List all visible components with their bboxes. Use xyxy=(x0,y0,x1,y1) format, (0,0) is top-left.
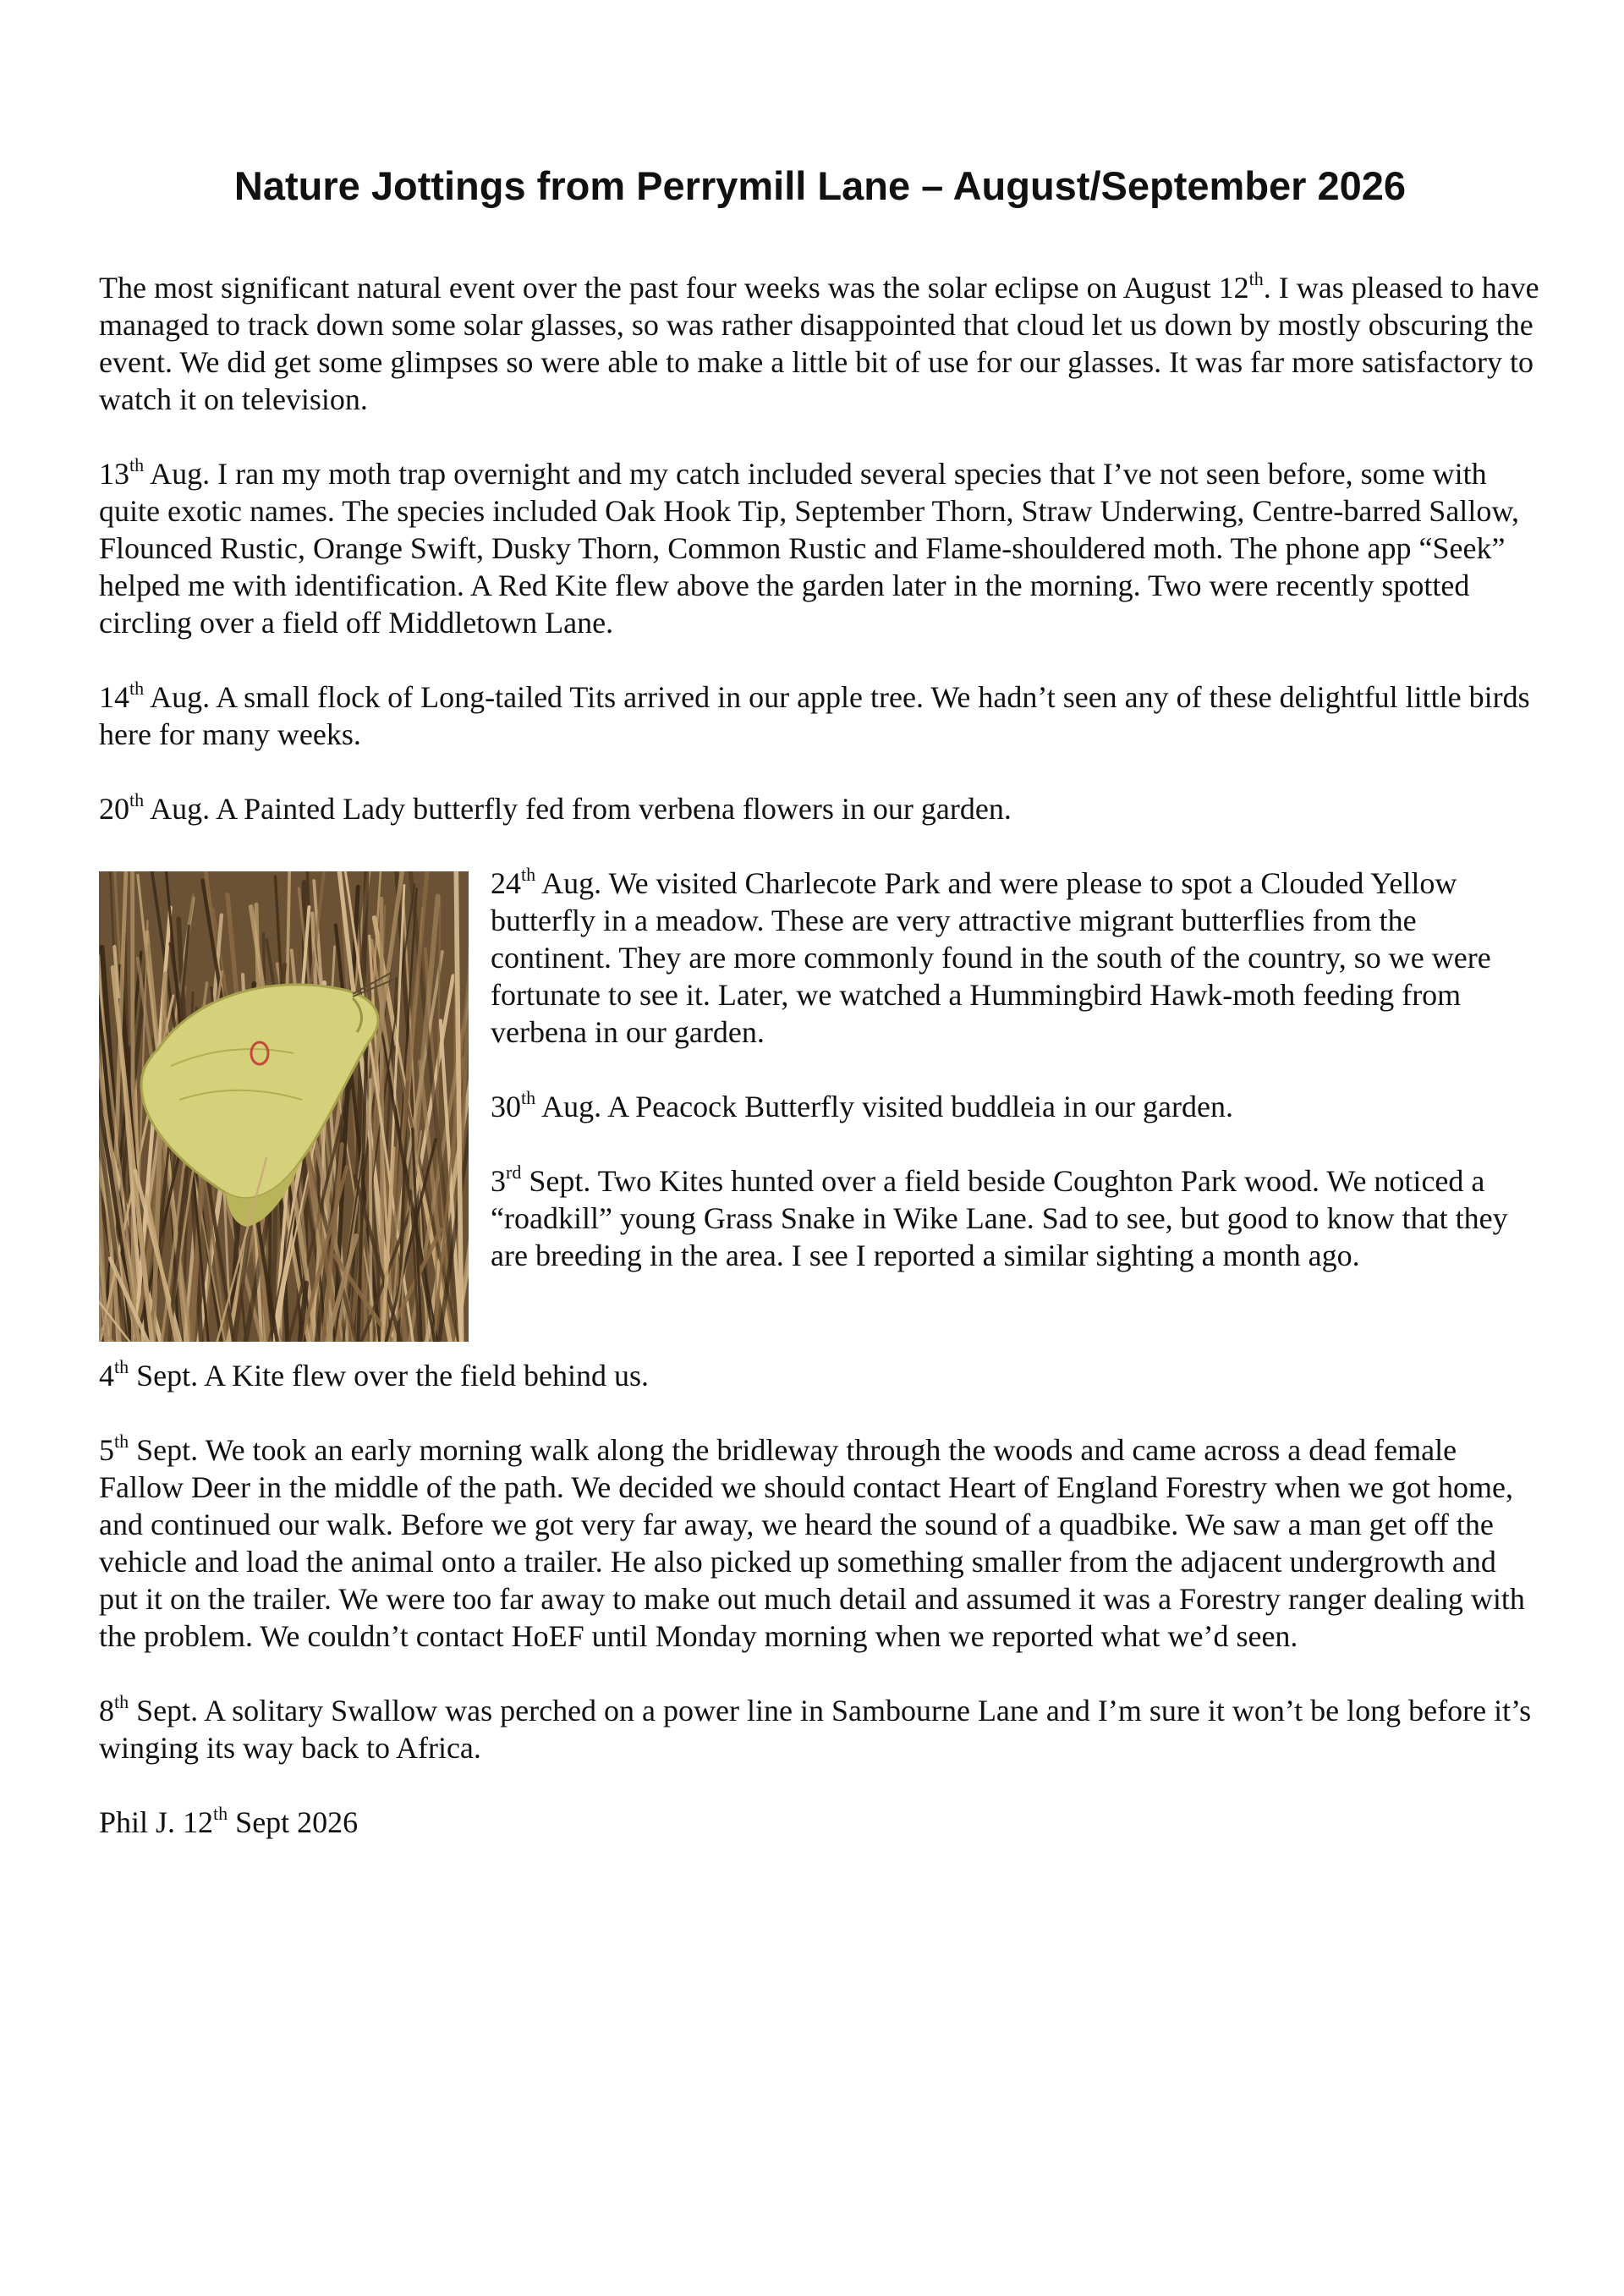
photo-text-block xyxy=(99,865,1541,1350)
entry-ordinal: th xyxy=(129,678,145,699)
entry-paragraph xyxy=(99,678,1541,753)
entry-text: Aug. I ran my moth trap overnight and my catch included several species that I’ve not seen before, some with quite exotic names. The species included Oak Hook Tip, September Thorn, Straw Underwing, Centre-barred Sallow, Flounced Rustic, Orange Swift, Dusky Thorn, Common Rustic and Flame-shouldered moth. The phone app “Seek” helped me with identification. A Red Kite flew above the garden later in the morning. Two were recently spotted circling over a field off Middletown Lane. xyxy=(99,457,1519,640)
signature-text-start: Phil J. 12 xyxy=(99,1805,214,1839)
entry-ordinal: th xyxy=(129,454,145,475)
signature-ordinal: th xyxy=(213,1803,228,1824)
intro-text-end: . I was pleased to have managed to track down some solar glasses, so was rather disappointed that cloud let us down by mostly obscuring the event. We did get some glimpses so were able to make a little bit of use for our glasses. It was far more satisfactory to watch it on television. xyxy=(99,271,1539,416)
grass-stem xyxy=(133,871,134,1342)
entry-ordinal: th xyxy=(114,1691,129,1712)
entry-day: 8 xyxy=(99,1694,114,1727)
entry-ordinal: th xyxy=(521,1087,536,1108)
entry-text: Sept. A Kite flew over the field behind us. xyxy=(129,1359,650,1392)
entry-text: Aug. A Peacock Butterfly visited buddleia in our garden. xyxy=(535,1090,1233,1123)
intro-paragraph xyxy=(99,269,1541,418)
intro-ordinal: th xyxy=(1248,268,1264,289)
entry-text: Sept. A solitary Swallow was perched on a power line in Sambourne Lane and I’m sure it won’t be long before it’s winging its way back to Africa. xyxy=(99,1694,1532,1765)
entry-day: 13 xyxy=(99,457,129,491)
entry-ordinal: th xyxy=(129,789,145,810)
entry-ordinal: th xyxy=(114,1356,129,1377)
entry-paragraph xyxy=(99,1692,1541,1766)
entry-day: 20 xyxy=(99,792,129,826)
butterfly-photo xyxy=(99,871,469,1342)
page-title: Nature Jottings from Perrymill Lane – August/September 2026 xyxy=(233,163,1407,208)
entry-day: 3 xyxy=(491,1164,506,1198)
entry-day: 5 xyxy=(99,1433,114,1467)
entry-paragraph xyxy=(99,1431,1541,1655)
entry-ordinal: rd xyxy=(506,1162,522,1183)
entry-text: Aug. A small flock of Long-tailed Tits arrived in our apple tree. We hadn’t seen any of these delightful little birds here for many weeks. xyxy=(99,680,1530,751)
entry-ordinal: th xyxy=(521,865,536,885)
document-page xyxy=(99,161,1541,1878)
signature xyxy=(99,1804,1541,1841)
entry-paragraph xyxy=(99,455,1541,641)
entry-text: Sept. Two Kites hunted over a field beside Coughton Park wood. We noticed a “roadkill” young Grass Snake in Wike Lane. Sad to see, but good to know that they are breeding in the area. I see I reported a similar sighting a month ago. xyxy=(491,1164,1508,1272)
entry-text: Aug. We visited Charlecote Park and were please to spot a Clouded Yellow butterfly in a meadow. These are very attractive migrant butterflies from the continent. They are more commonly found in the south of the country, so we were fortunate to see it. Later, we watched a Hummingbird Hawk-moth feeding from verbena in our garden. xyxy=(491,866,1491,1049)
entry-day: 24 xyxy=(491,866,521,900)
entry-ordinal: th xyxy=(114,1431,129,1452)
entry-paragraph xyxy=(99,1357,1541,1394)
entry-text: Sept. We took an early morning walk along the bridleway through the woods and came across a dead female Fallow Deer in the middle of the path. We decided we should contact Heart of England Forestry when we got home, and continued our walk. Before we got very far away, we heard the sound of a quadbike. We saw a man get off the vehicle and load the animal onto a trailer. He also picked up something smaller from the adjacent undergrowth and put it on the trailer. We were too far away to make out much detail and assumed it was a Forestry ranger dealing with the problem. We couldn’t contact HoEF until Monday morning when we reported what we’d seen. xyxy=(99,1433,1525,1653)
entry-paragraph xyxy=(99,790,1541,827)
intro-text-start: The most significant natural event over the past four weeks was the solar eclipse on August 12 xyxy=(99,271,1249,305)
signature-text-end: Sept 2026 xyxy=(228,1805,359,1839)
entry-day: 30 xyxy=(491,1090,521,1123)
entry-text: Aug. A Painted Lady butterfly fed from verbena flowers in our garden. xyxy=(144,792,1012,826)
entry-day: 4 xyxy=(99,1359,114,1392)
entry-day: 14 xyxy=(99,680,129,714)
